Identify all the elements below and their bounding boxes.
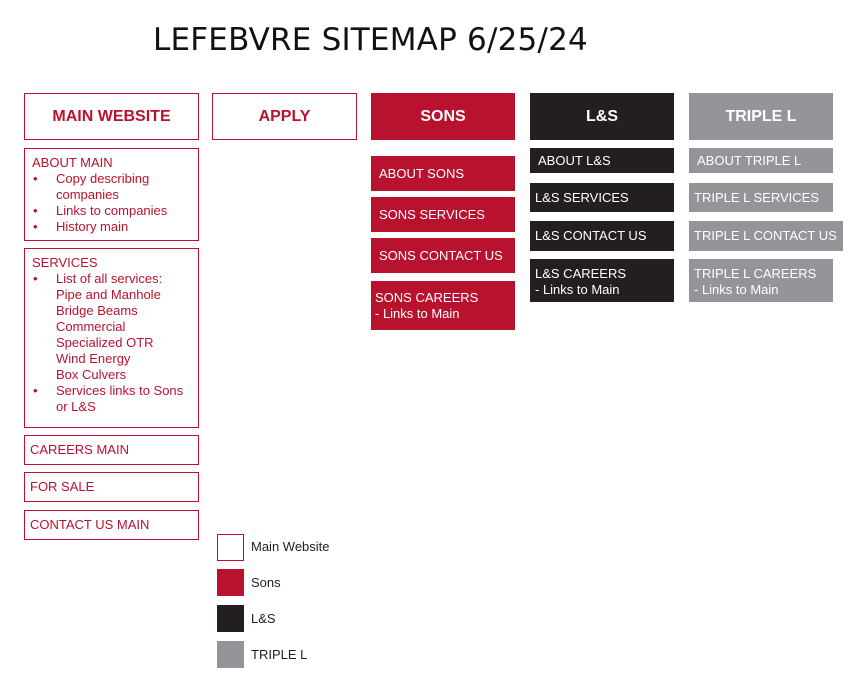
list-item: • Links to companies (32, 203, 192, 219)
list-item: Wind Energy (56, 351, 131, 366)
page-title: LEFEBVRE SITEMAP 6/25/24 (153, 22, 588, 58)
node-sons-careers-note: - Links to Main (375, 306, 460, 321)
node-about-sons: ABOUT SONS (371, 156, 515, 191)
legend-swatch-main-website (217, 534, 244, 561)
node-for-sale: FOR SALE (24, 472, 199, 502)
legend-label-main-website: Main Website (251, 539, 330, 554)
list-item: Box Culvers (56, 367, 127, 382)
list-item: • Copy describing companies (32, 171, 192, 203)
list-item: • List of all services: (32, 271, 192, 287)
legend-label-sons: Sons (251, 575, 281, 590)
node-triple-l-contact: TRIPLE L CONTACT US (689, 221, 843, 251)
node-about-main (24, 148, 199, 241)
node-services (24, 248, 199, 428)
node-about-main-heading: ABOUT MAIN (32, 155, 113, 170)
list-item: Bridge Beams (56, 303, 138, 318)
legend-label-ls: L&S (251, 611, 276, 626)
header-main-website: MAIN WEBSITE (24, 93, 199, 140)
node-triple-l-careers-note: - Links to Main (694, 282, 779, 297)
node-triple-l-careers (689, 259, 833, 302)
node-about-ls: ABOUT L&S (530, 148, 674, 173)
list-item: • Services links to Sons or L&S (32, 383, 192, 415)
node-careers-main: CAREERS MAIN (24, 435, 199, 465)
node-services-heading: SERVICES (32, 255, 98, 270)
header-triple-l: TRIPLE L (689, 93, 833, 140)
legend-label-triple-l: TRIPLE L (251, 647, 308, 662)
list-item: • History main (32, 219, 192, 235)
node-ls-careers (530, 259, 674, 302)
node-triple-l-careers-label: TRIPLE L CAREERS (694, 266, 817, 281)
header-sons: SONS (371, 93, 515, 140)
node-ls-contact: L&S CONTACT US (530, 221, 674, 251)
list-item: Specialized OTR (56, 335, 154, 350)
list-item: Commercial (56, 319, 126, 334)
node-contact-main: CONTACT US MAIN (24, 510, 199, 540)
node-sons-careers (371, 281, 515, 330)
header-apply: APPLY (212, 93, 357, 140)
list-item: Pipe and Manhole (56, 287, 161, 302)
node-triple-l-services: TRIPLE L SERVICES (689, 183, 833, 212)
node-sons-contact: SONS CONTACT US (371, 238, 515, 273)
node-ls-careers-note: - Links to Main (535, 282, 620, 297)
node-sons-careers-label: SONS CAREERS (375, 290, 479, 305)
legend-swatch-sons (217, 569, 244, 596)
header-ls: L&S (530, 93, 674, 140)
node-ls-careers-label: L&S CAREERS (535, 266, 627, 281)
node-about-triple-l: ABOUT TRIPLE L (689, 148, 833, 173)
node-sons-services: SONS SERVICES (371, 197, 515, 232)
legend-swatch-triple-l (217, 641, 244, 668)
legend-swatch-ls (217, 605, 244, 632)
node-ls-services: L&S SERVICES (530, 183, 674, 212)
